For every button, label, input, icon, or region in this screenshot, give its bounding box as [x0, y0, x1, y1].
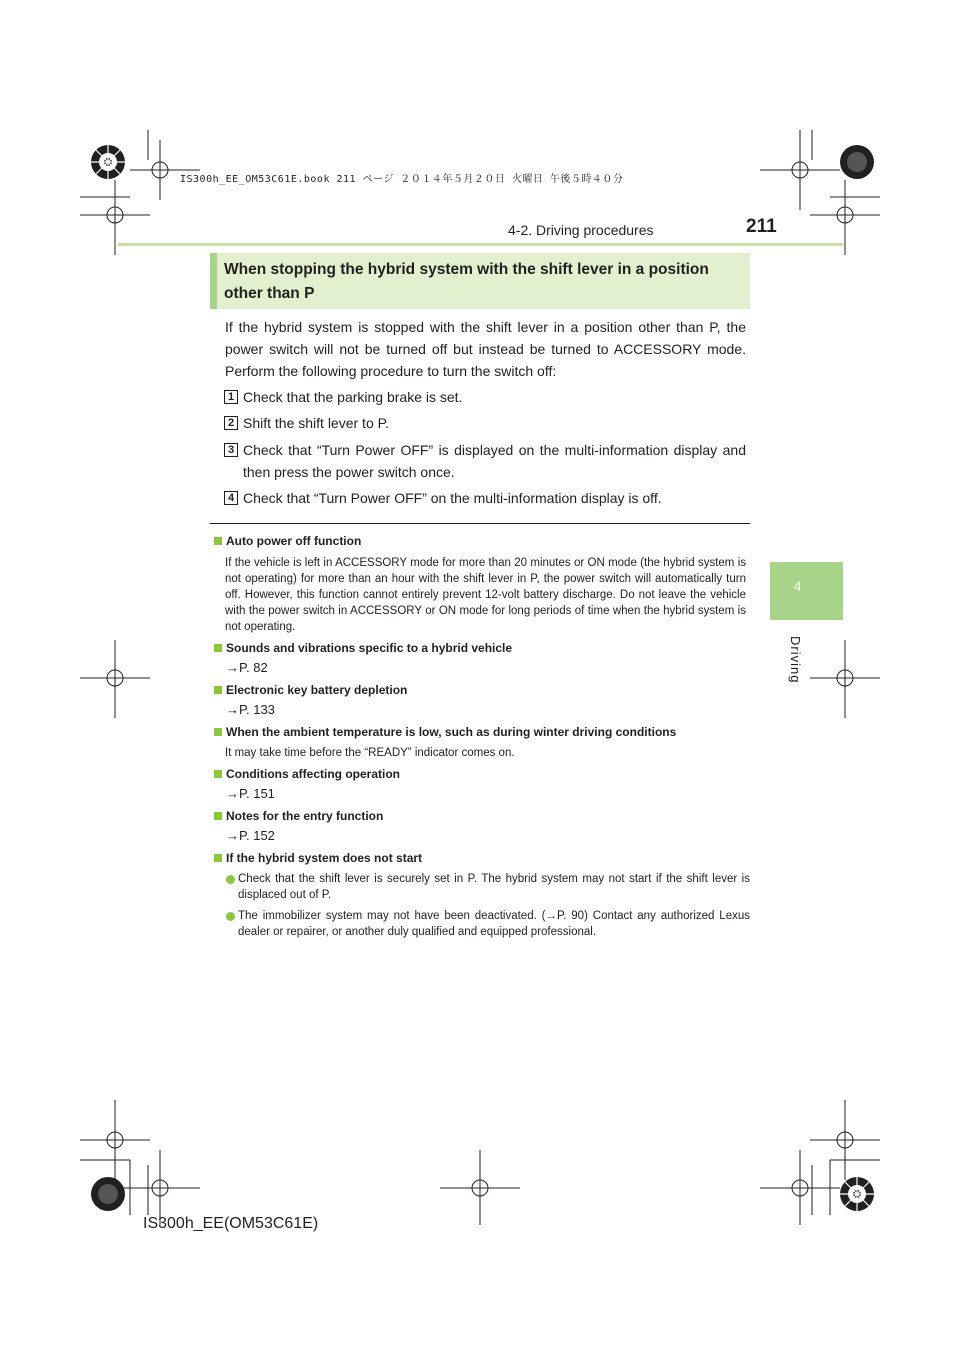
section-title: When stopping the hybrid system with the shift lever in a position other than P: [224, 261, 709, 302]
print-stamp: IS300h_EE_OM53C61E.book 211 ページ ２０１４年５月２０日 火曜日 午後５時４０分: [180, 174, 624, 185]
step-text: Check that the parking brake is set.: [243, 389, 463, 405]
note-heading: When the ambient temperature is low, such as during winter driving conditions: [214, 725, 676, 739]
step-text: Check that “Turn Power OFF” is displayed on the multi-information display and then press the power switch once.: [243, 442, 746, 480]
step-text: Check that “Turn Power OFF” on the multi-information display is off.: [243, 490, 662, 506]
crosshair-icon: [760, 130, 840, 210]
chapter-number: 4: [793, 578, 802, 594]
note-heading: Sounds and vibrations specific to a hybrid vehicle: [214, 641, 512, 655]
step-number-badge: 4: [224, 491, 238, 505]
crosshair-icon: [810, 640, 880, 718]
square-bullet-icon: [214, 686, 222, 694]
square-bullet-icon: [214, 537, 222, 545]
intro-paragraph: If the hybrid system is stopped with the shift lever in a position other than P, the power switch will not be turned off but instead be turned to ACCESSORY mode. Perform the following procedure to turn the switch off:: [225, 319, 746, 379]
crosshair-icon: [810, 1100, 880, 1180]
crosshair-icon: [760, 1150, 840, 1225]
crosshair-icon: [80, 640, 150, 718]
square-bullet-icon: [214, 854, 222, 862]
step-number-badge: 1: [224, 390, 238, 404]
note-heading: If the hybrid system does not start: [214, 851, 422, 865]
round-bullet-icon: [226, 912, 235, 921]
header-rule: [118, 243, 843, 246]
starburst-mark-icon: [91, 145, 125, 179]
step-text: Shift the shift lever to P.: [243, 415, 390, 431]
page-reference: →P. 82: [226, 660, 268, 675]
page-number: 211: [746, 216, 777, 237]
page-reference: →P. 152: [226, 828, 275, 843]
note-heading: Electronic key battery depletion: [214, 683, 407, 697]
note-heading: Auto power off function: [214, 534, 361, 548]
notes-divider: [210, 523, 750, 524]
round-bullet-icon: [226, 875, 235, 884]
page-reference: →P. 133: [226, 702, 275, 717]
chapter-label: Driving: [788, 636, 803, 684]
bullet-text: Check that the shift lever is securely set in P. The hybrid system may not start if the shift lever is displaced out of P.: [238, 873, 750, 901]
square-bullet-icon: [214, 770, 222, 778]
crosshair-icon: [440, 1150, 520, 1225]
step-number-badge: 2: [224, 416, 238, 430]
note-body: If the vehicle is left in ACCESSORY mode for more than 20 minutes or ON mode (the hybrid system is not operating) for more than an hour with the shift lever in P, the power switch will automatically turn off. However, this function cannot entirely prevent 12-volt battery discharge. Do not leave the vehicle with the power switch in ACCESSORY or ON mode for long periods of time when the hybrid system is not operating.: [225, 557, 746, 633]
footer-code: IS300h_EE(OM53C61E): [143, 1215, 319, 1232]
note-heading: Notes for the entry function: [214, 809, 383, 823]
section-header: 4-2. Driving procedures: [508, 222, 654, 238]
square-bullet-icon: [214, 812, 222, 820]
note-body: It may take time before the “READY” indicator comes on.: [225, 747, 515, 759]
crosshair-icon: [120, 1150, 200, 1225]
starburst-mark-icon: [91, 1177, 125, 1211]
note-heading: Conditions affecting operation: [214, 767, 400, 781]
starburst-mark-icon: [840, 145, 874, 179]
page-reference: →P. 151: [226, 786, 275, 801]
crosshair-icon: [80, 1100, 150, 1180]
step-number-badge: 3: [224, 443, 238, 457]
square-bullet-icon: [214, 644, 222, 652]
bullet-text: The immobilizer system may not have been deactivated. (→P. 90) Contact any authorized Lexus dealer or repairer, or another duly qualified and equipped professional.: [238, 910, 750, 938]
starburst-mark-icon: [840, 1177, 874, 1211]
square-bullet-icon: [214, 728, 222, 736]
